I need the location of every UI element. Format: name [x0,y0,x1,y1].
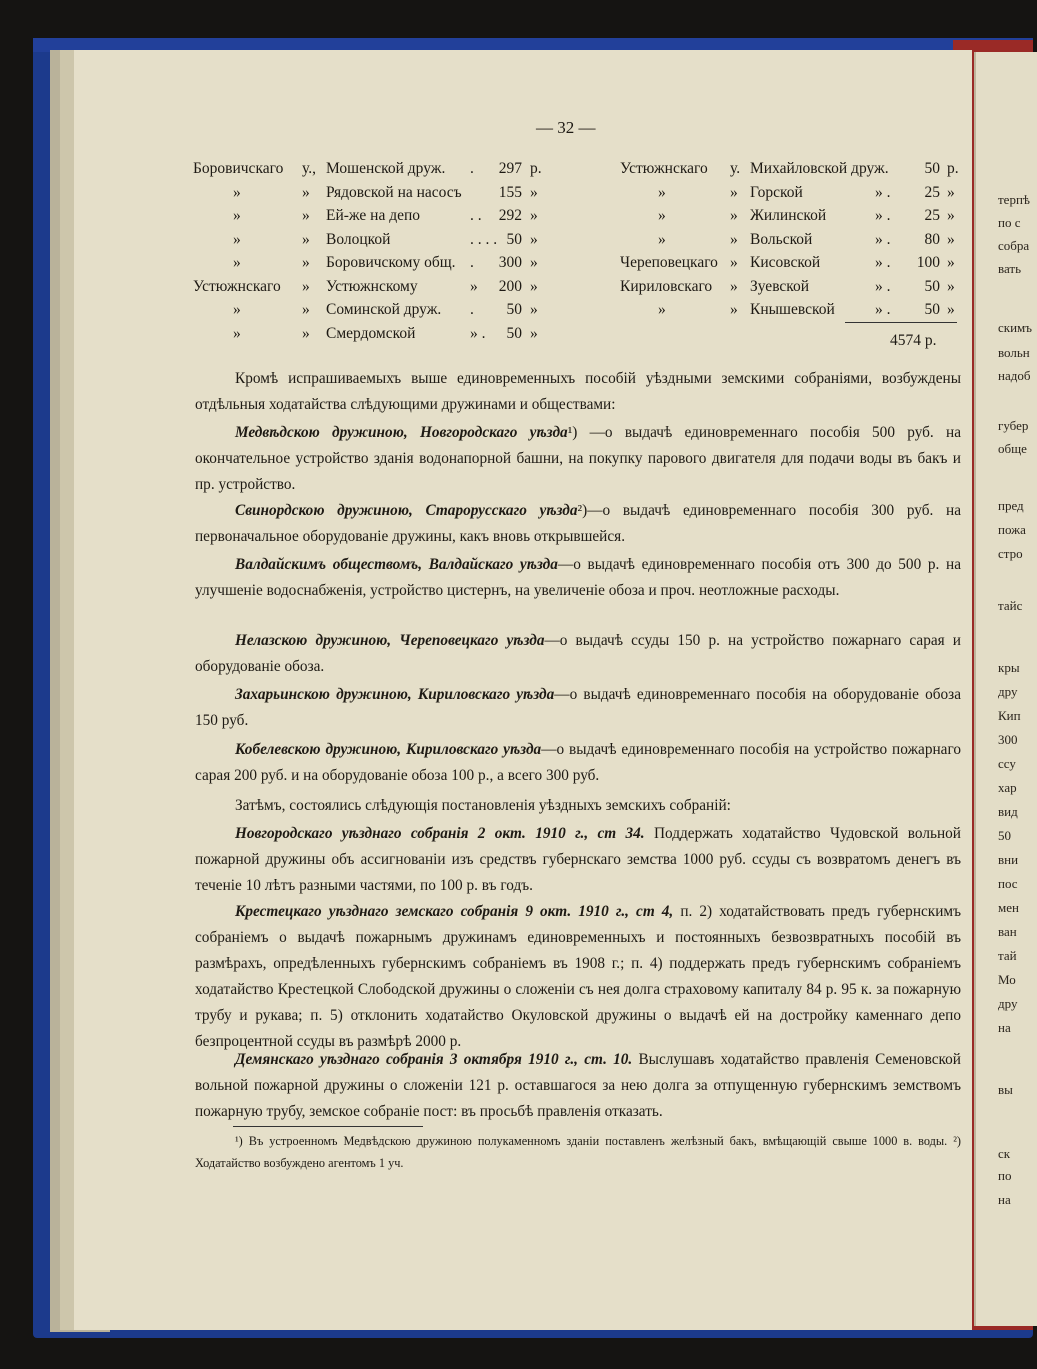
paragraph-lead: Демянскаго уѣзднаго собранія 3 октября 1910 г., ст. 10. [235,1051,633,1068]
right-row-squad: Жилинской [750,207,827,224]
left-row-county: » [233,301,241,318]
left-row-squad: Боровичскому общ. [326,254,456,271]
left-row-unit: р. [530,160,542,177]
left-row-sum: 200 [498,277,522,295]
left-row-mark: » [302,301,310,318]
paragraph-text: Кромѣ испрашиваемыхъ выше единовременныхъ пособій уѣздными земскими собраніями, возбуждены отдѣльныя ходатайства слѣдующими дружинами и обществами: [195,370,961,413]
next-page-word: вни [998,852,1019,867]
right-row-filler: » . [875,301,891,318]
next-page-word: тай [998,948,1017,963]
sum-rule [845,322,957,323]
paragraph-text: Затѣмъ, состоялись слѣдующія постановленія уѣздныхъ земскихъ собраній: [235,797,731,814]
footnote: ¹) Въ устроенномъ Медвѣдскою дружиною полукаменномъ зданіи поставленъ желѣзный бакъ, вмѣщающій свыше 1000 в. воды. ²) Ходатайство возбуждено агентомъ 1 уч. [195,1134,961,1170]
right-row-squad: Кнышевской [750,301,835,318]
paragraph-text: п. 2) ходатайствовать предъ губернскимъ собраніемъ о выдачѣ пожарнымъ дружинамъ единовременныхъ и постоянныхъ безвозвратныхъ пособій въ размѣрахъ, опредѣленныхъ губернскимъ собраніемъ въ 1908 г.; п. 4) поддержать предъ губернскимъ собраніемъ ходатайство Крестецкой Слободской дружины о сложеніи съ нея долга страховому капиталу 84 р. 95 к. за пожарную трубу и рукава; п. 5) отклонить ходатайство Окуловской дружины о выдачѣ ей на достройку каменнаго депо безпроцентной ссуды въ размѣрѣ 2000 р. [195,903,961,1050]
paragraph-lead: Медвѣдскою дружиною, Новгородскаго уѣзда [235,424,568,441]
next-page-word: Кип [998,708,1021,723]
left-row-squad: Волоцкой [326,230,391,248]
paragraph-text: Выслушавъ ходатайство правленія Семеновской вольной пожарной дружины о сложеніи 121 р. оставшагося за нею долга за отпущенную губернскимъ земствомъ пожарную трубу, земское собраніе пост: въ просьбѣ правленія отказать. [195,1051,961,1120]
right-row-unit: » [947,254,955,271]
left-row-filler: . . [470,207,482,224]
paragraph-text: Поддержать ходатайство Чудовской вольной пожарной дружины объ ассигнованіи изъ средствъ губернскаго земства 1000 руб. ссуды съ возвратомъ денегъ въ теченіе 10 лѣтъ разными частями, по 100 р. въ годъ. [195,825,961,894]
right-row-filler: » . [875,277,891,295]
left-row-filler: . [470,301,474,318]
left-row-mark: » [302,207,310,224]
next-page-word: пос [998,876,1018,891]
left-row-mark: » [302,230,310,248]
right-row-unit: » [947,207,955,224]
next-page-word: ссу [998,756,1016,771]
page-number: — 32 — [536,118,596,137]
left-row-mark: у., [302,160,316,177]
right-row-unit: р. [947,160,959,177]
right-row-sum: 25 [924,207,940,224]
paragraph-text: ¹) —о выдачѣ единовременнаго пособія 500 руб. на окончательное устройство зданія водонапорной башни, на покупку парового двигателя для подачи воды въ бакъ и пр. устройство. [195,424,961,493]
right-row-county: » [658,301,666,318]
right-row-filler: » . [875,254,891,271]
right-row-mark: » [730,183,738,201]
total-sum: 4574 р. [890,332,937,349]
left-row-squad: Соминской друж. [326,301,442,318]
right-row-unit: » [947,183,955,201]
paragraph-text: ²)—о выдачѣ единовременнаго пособія 300 руб. на первоначальное оборудованіе дружины, какъ вновь открывшейся. [195,502,961,545]
left-row-county: » [233,254,241,271]
right-row-unit: » [947,230,955,248]
next-page-word: по с [998,215,1021,230]
right-row-filler: » . [875,207,891,224]
next-page-word: ск [998,1146,1011,1161]
next-page-word: обще [998,441,1027,456]
left-row-squad: Ей-же на депо [326,207,421,224]
left-row-county: » [233,324,241,342]
left-row-county: Боровичскаго [193,160,284,177]
left-row-sum: 300 [498,254,522,271]
right-row-mark: у. [730,160,741,177]
right-row-county: » [658,207,666,224]
paragraph-lead: Нелазскою дружиною, Череповецкаго уѣзда [235,632,545,649]
right-row-squad: Зуевской [750,277,810,295]
next-page-word: по [998,1168,1012,1183]
left-row-filler: » [470,277,478,295]
left-row-filler: . [470,160,474,177]
left-row-squad: Рядовской на насосъ [326,183,462,201]
paragraph [195,793,961,819]
next-page-word: пред [998,498,1024,513]
right-row-sum: 50 [924,301,940,318]
paragraph [195,628,961,680]
left-row-unit: » [530,183,538,201]
right-row-filler: » . [875,230,891,248]
left-row-county: » [233,207,241,224]
right-row-sum: 80 [924,230,940,248]
next-page-word: дру [998,684,1018,699]
right-row-mark: » [730,277,738,295]
paragraph [195,821,961,899]
next-page-fragment [974,52,1037,1326]
left-row-mark: » [302,183,310,201]
next-page-word: вать [998,261,1022,276]
paragraph [195,899,961,1055]
next-page-word: скимъ [998,320,1032,335]
left-row-county: » [233,230,241,248]
left-row-sum: 50 [506,301,522,318]
paragraph [195,737,961,789]
paragraph-text: —о выдачѣ единовременнаго пособія на оборудованіе обоза 150 руб. [195,686,961,729]
right-row-mark: » [730,207,738,224]
footnote-rule [233,1126,423,1127]
right-row-sum: 50 [924,277,940,295]
paragraph [195,420,961,498]
next-page-word: вид [998,804,1018,819]
paragraph-lead: Захарьинскою дружиною, Кириловскаго уѣзда [235,686,555,703]
right-row-mark: » [730,230,738,248]
next-page-word: на [998,1020,1011,1035]
paragraph-text: —о выдачѣ единовременнаго пособія на устройство пожарнаго сарая 200 руб. и на оборудованіе обоза 100 р., а всего 300 руб. [195,741,961,784]
next-page-word: надоб [998,368,1031,383]
right-row-sum: 50 [924,160,940,177]
left-row-filler: » . [470,324,486,342]
next-page-word: 50 [998,828,1011,843]
left-row-unit: » [530,301,538,318]
left-row-county: Устюжнскаго [193,277,281,295]
left-row-unit: » [530,230,538,248]
next-page-word: ван [998,924,1017,939]
left-row-unit: » [530,324,538,342]
paragraph-text: —о выдачѣ единовременнаго пособія отъ 300 до 500 р. на улучшеніе водоснабженія, устройство цистернъ, на увеличеніе обоза и проч. неотложные расходы. [195,556,961,599]
left-row-county: » [233,183,241,201]
next-page-word: хар [998,780,1017,795]
next-page-word: дру [998,996,1018,1011]
left-row-filler: . [470,254,474,271]
paragraph-text: —о выдачѣ ссуды 150 р. на устройство пожарнаго сарая и оборудованіе обоза. [195,632,961,675]
next-page-word: кры [998,660,1020,675]
next-page-word: губер [998,418,1029,433]
left-row-squad: Устюжнскому [326,277,418,295]
next-page-word: 300 [998,732,1018,747]
next-page-word: на [998,1192,1011,1207]
next-page-word: тайс [998,598,1023,613]
right-row-county: Череповецкаго [620,254,718,271]
right-row-mark: » [730,301,738,318]
next-page-word: вольн [998,345,1030,360]
left-row-sum: 292 [498,207,522,224]
right-row-sum: 25 [924,183,940,201]
paragraph [195,366,961,418]
next-page-word: мен [998,900,1019,915]
next-page-word: пожа [998,522,1026,537]
right-row-unit: » [947,277,955,295]
left-row-sum: 50 [506,324,522,342]
left-row-unit: » [530,207,538,224]
right-row-mark: » [730,254,738,271]
right-row-county: Кириловскаго [620,277,713,295]
paragraph-lead: Валдайскимъ обществомъ, Валдайскаго уѣзда [235,556,558,573]
left-row-mark: » [302,254,310,271]
paragraph-lead: Свинордскою дружиною, Старорусскаго уѣзда [235,502,578,519]
next-page-word: терпѣ [998,192,1030,207]
paragraph [195,552,961,604]
next-page-word: стро [998,546,1023,561]
next-page-word: вы [998,1082,1013,1097]
left-row-mark: » [302,277,310,295]
next-page-word: Мо [998,972,1016,987]
paragraph-lead: Крестецкаго уѣзднаго земскаго собранія 9 окт. 1910 г., ст 4, [235,903,674,920]
left-row-mark: » [302,324,310,342]
left-row-filler: . . . . [470,230,498,248]
right-row-squad: Горской [750,183,803,201]
left-row-sum: 155 [498,183,522,201]
right-row-county: » [658,230,666,248]
left-row-unit: » [530,254,538,271]
paragraph [195,498,961,550]
left-row-sum: 297 [498,160,522,177]
paragraph [195,682,961,734]
next-page-word: собра [998,238,1030,253]
left-row-squad: Мошенской друж. [326,160,446,177]
right-row-filler: » . [875,183,891,201]
right-row-squad: Кисовской [750,254,821,271]
right-row-sum: 100 [916,254,940,271]
right-row-unit: » [947,301,955,318]
left-row-sum: 50 [506,230,522,248]
right-row-county: » [658,183,666,201]
paragraph [195,1047,961,1125]
left-row-unit: » [530,277,538,295]
right-row-county: Устюжнскаго [620,160,708,177]
right-row-squad: Вольской [750,230,813,248]
right-row-squad: Михайловской друж. [750,160,889,177]
paragraph-lead: Новгородскаго уѣзднаго собранія 2 окт. 1910 г., ст 34. [235,825,645,842]
left-row-squad: Смердомской [326,324,416,342]
paragraph-lead: Кобелевскою дружиною, Кириловскаго уѣзда [235,741,542,758]
